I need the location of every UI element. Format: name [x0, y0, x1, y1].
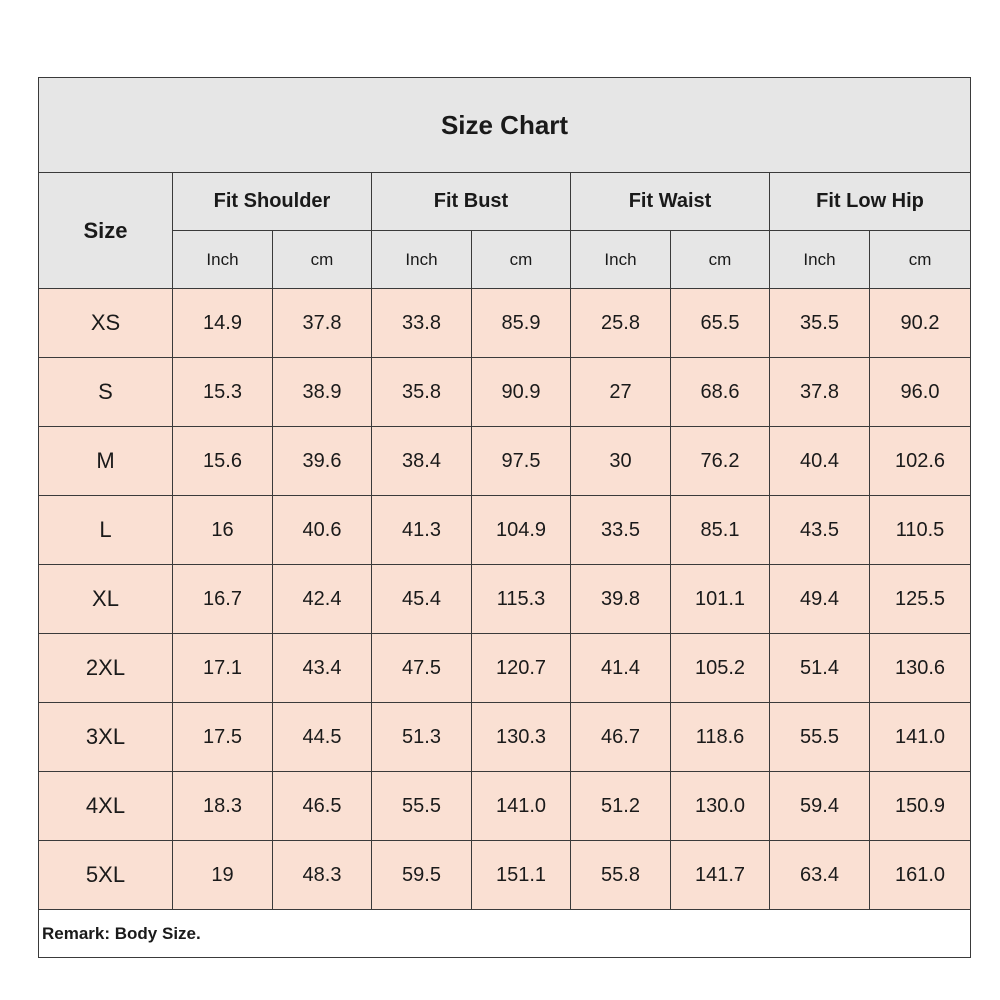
measurement-cell: 41.4: [571, 634, 671, 703]
table-row: [39, 841, 971, 910]
measurement-cell: 30: [571, 427, 671, 496]
measurement-cell: 125.5: [870, 565, 971, 634]
measurement-cell: 55.5: [372, 772, 472, 841]
size-cell: XL: [39, 565, 173, 634]
measurement-cell: 35.5: [770, 289, 870, 358]
measurement-cell: 55.8: [571, 841, 671, 910]
size-cell: XS: [39, 289, 173, 358]
unit-header-cm: cm: [273, 231, 372, 289]
unit-header-inch: Inch: [770, 231, 870, 289]
measurement-cell: 102.6: [870, 427, 971, 496]
unit-header-inch: Inch: [173, 231, 273, 289]
measurement-cell: 63.4: [770, 841, 870, 910]
measurement-cell: 130.6: [870, 634, 971, 703]
size-cell: 5XL: [39, 841, 173, 910]
measurement-cell: 141.0: [870, 703, 971, 772]
group-header-fit-bust: Fit Bust: [372, 173, 571, 231]
measurement-cell: 41.3: [372, 496, 472, 565]
measurement-cell: 115.3: [472, 565, 571, 634]
measurement-cell: 48.3: [273, 841, 372, 910]
measurement-cell: 18.3: [173, 772, 273, 841]
measurement-cell: 44.5: [273, 703, 372, 772]
remark-text: Remark: Body Size.: [39, 910, 971, 958]
table-row: [39, 496, 971, 565]
measurement-cell: 104.9: [472, 496, 571, 565]
group-header-fit-low-hip: Fit Low Hip: [770, 173, 971, 231]
measurement-cell: 150.9: [870, 772, 971, 841]
measurement-cell: 43.4: [273, 634, 372, 703]
measurement-cell: 49.4: [770, 565, 870, 634]
size-column-header: Size: [39, 173, 173, 289]
size-cell: M: [39, 427, 173, 496]
measurement-cell: 151.1: [472, 841, 571, 910]
measurement-cell: 90.9: [472, 358, 571, 427]
measurement-cell: 35.8: [372, 358, 472, 427]
measurement-cell: 38.4: [372, 427, 472, 496]
table-row: [39, 427, 971, 496]
measurement-cell: 141.0: [472, 772, 571, 841]
measurement-cell: 19: [173, 841, 273, 910]
measurement-cell: 38.9: [273, 358, 372, 427]
measurement-cell: 17.1: [173, 634, 273, 703]
measurement-cell: 96.0: [870, 358, 971, 427]
measurement-cell: 16.7: [173, 565, 273, 634]
measurement-cell: 37.8: [770, 358, 870, 427]
measurement-cell: 85.9: [472, 289, 571, 358]
measurement-cell: 76.2: [671, 427, 770, 496]
measurement-cell: 47.5: [372, 634, 472, 703]
measurement-cell: 85.1: [671, 496, 770, 565]
size-cell: L: [39, 496, 173, 565]
measurement-cell: 16: [173, 496, 273, 565]
measurement-cell: 105.2: [671, 634, 770, 703]
measurement-cell: 25.8: [571, 289, 671, 358]
measurement-cell: 55.5: [770, 703, 870, 772]
measurement-cell: 130.3: [472, 703, 571, 772]
measurement-cell: 141.7: [671, 841, 770, 910]
size-chart-table: [38, 77, 971, 958]
measurement-cell: 97.5: [472, 427, 571, 496]
measurement-cell: 46.5: [273, 772, 372, 841]
measurement-cell: 39.8: [571, 565, 671, 634]
table-row: [39, 289, 971, 358]
unit-header-cm: cm: [870, 231, 971, 289]
measurement-cell: 51.4: [770, 634, 870, 703]
measurement-cell: 27: [571, 358, 671, 427]
unit-header-inch: Inch: [571, 231, 671, 289]
unit-header-cm: cm: [671, 231, 770, 289]
measurement-cell: 33.5: [571, 496, 671, 565]
measurement-cell: 68.6: [671, 358, 770, 427]
size-cell: S: [39, 358, 173, 427]
table-row: [39, 772, 971, 841]
size-cell: 3XL: [39, 703, 173, 772]
measurement-cell: 59.4: [770, 772, 870, 841]
measurement-cell: 101.1: [671, 565, 770, 634]
chart-title: Size Chart: [39, 78, 971, 173]
group-header-fit-waist: Fit Waist: [571, 173, 770, 231]
measurement-cell: 43.5: [770, 496, 870, 565]
measurement-cell: 37.8: [273, 289, 372, 358]
measurement-cell: 15.6: [173, 427, 273, 496]
table-row: [39, 703, 971, 772]
measurement-cell: 46.7: [571, 703, 671, 772]
measurement-cell: 17.5: [173, 703, 273, 772]
group-header-fit-shoulder: Fit Shoulder: [173, 173, 372, 231]
measurement-cell: 51.2: [571, 772, 671, 841]
size-cell: 4XL: [39, 772, 173, 841]
measurement-cell: 118.6: [671, 703, 770, 772]
measurement-cell: 14.9: [173, 289, 273, 358]
measurement-cell: 110.5: [870, 496, 971, 565]
measurement-cell: 59.5: [372, 841, 472, 910]
unit-header-inch: Inch: [372, 231, 472, 289]
measurement-cell: 39.6: [273, 427, 372, 496]
measurement-cell: 161.0: [870, 841, 971, 910]
measurement-cell: 45.4: [372, 565, 472, 634]
measurement-cell: 40.6: [273, 496, 372, 565]
measurement-cell: 120.7: [472, 634, 571, 703]
unit-header-cm: cm: [472, 231, 571, 289]
measurement-cell: 15.3: [173, 358, 273, 427]
measurement-cell: 33.8: [372, 289, 472, 358]
table-row: [39, 358, 971, 427]
measurement-cell: 90.2: [870, 289, 971, 358]
measurement-cell: 130.0: [671, 772, 770, 841]
measurement-cell: 51.3: [372, 703, 472, 772]
measurement-cell: 40.4: [770, 427, 870, 496]
size-cell: 2XL: [39, 634, 173, 703]
measurement-cell: 65.5: [671, 289, 770, 358]
table-row: [39, 565, 971, 634]
measurement-cell: 42.4: [273, 565, 372, 634]
table-row: [39, 634, 971, 703]
